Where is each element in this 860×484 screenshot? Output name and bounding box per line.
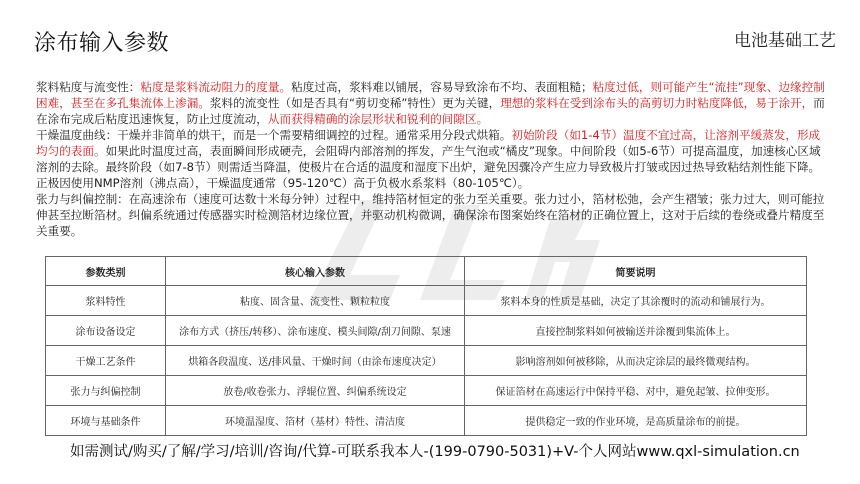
paragraph-drying (36, 127, 826, 191)
table-cell: 浆料本身的性质是基础，决定了其涂覆时的流动和铺展行为。 (465, 286, 807, 316)
slide-title: 涂布输入参数 (34, 31, 170, 56)
table-cell: 粘度、固含量、流变性、颗粒粒度 (166, 286, 465, 316)
table-cell: 涂布方式（挤压/转移）、涂布速度、模头间隙/刮刀间隙、泵速 (166, 316, 465, 346)
text-segment-highlight: 粘度是浆料流动阻力的度量。 (140, 80, 292, 94)
table-cell: 浆料特性 (46, 286, 166, 316)
table-cell: 保证箔材在高速运行中保持平稳、对中，避免起皱、拉伸变形。 (465, 376, 807, 406)
table-header-cell: 核心输入参数 (166, 257, 465, 286)
text-segment: 张力与纠偏控制：在高速涂布（速度可达数十米每分钟）过程中，维持箔材恒定的张力至关重要。张力过小，箔材松弛，会产生褶皱；张力过大，则可能拉伸甚至拉断箔材。纠偏系统通过传感器实时检测箔材边缘位置，并驱动机构微调，确保涂布图案始终在箔材的正确位置上，这对于后续的卷绕或叠片精度至关重要。 (36, 192, 825, 238)
paragraph-slurry (36, 79, 826, 127)
corner-label: 电池基础工艺 (734, 31, 836, 51)
table-cell: 环境温湿度、箔材（基材）特性、清洁度 (166, 406, 465, 436)
table-row (46, 376, 807, 406)
table-cell: 放卷/收卷张力、浮辊位置、纠偏系统设定 (166, 376, 465, 406)
table-row (46, 406, 807, 436)
table-cell: 直接控制浆料如何被输送并涂覆到集流体上。 (465, 316, 807, 346)
table-cell: 张力与纠偏控制 (46, 376, 166, 406)
table-cell: 提供稳定一致的作业环境，是高质量涂布的前提。 (465, 406, 807, 436)
text-segment-highlight: 理想的浆料在受到涂布头的高剪切力时粘度降低，易于涂开， (500, 96, 814, 110)
text-segment: 如果此时温度过高，表面瞬间形成硬壳，会阻碍内部溶剂的挥发，产生气泡或“橘皮”现象。中间阶段（如5-6节）可提高温度，加速核心区域溶剂的去除。最终阶段（如7-8节）则需适当降温，使极片在合适的温度和湿度下出炉，避免因骤冷产生应力导致极片打皱或因过热导致粘结剂性能下降。正极因使用NMP溶剂（沸点高），干燥温度通常（95-120℃）高于负极水系浆料（80-105℃）。 (36, 144, 821, 190)
text-segment: 干燥温度曲线：干燥并非简单的烘干，而是一个需要精细调控的过程。通常采用分段式烘箱。 (36, 128, 512, 142)
table-row (46, 286, 807, 316)
table-cell: 烘箱各段温度、送/排风量、干燥时间（由涂布速度决定） (166, 346, 465, 376)
table-header-cell: 简要说明 (465, 257, 807, 286)
table-cell: 涂布设备设定 (46, 316, 166, 346)
text-segment: 而在涂布完成后粘度迅速恢复，防止过度流动， (36, 96, 825, 126)
table-row (46, 316, 807, 346)
table-cell: 环境与基础条件 (46, 406, 166, 436)
table-cell: 影响溶剂如何被移除，从而决定涂层的最终微观结构。 (465, 346, 807, 376)
text-segment-highlight: 从而获得精确的涂层形状和锐利的间隙区。 (267, 112, 489, 126)
table-header-cell: 参数类别 (46, 257, 166, 286)
table-cell: 干燥工艺条件 (46, 346, 166, 376)
text-segment-highlight: 粘度过低，则可能产生“流挂”现象、边缘控制困难，甚至在多孔集流体上渗漏。 (36, 80, 825, 110)
table-row (46, 346, 807, 376)
text-segment-highlight: 初始阶段（如1-4节）温度不宜过高，让溶剂平缓蒸发，形成均匀的表面。 (36, 128, 821, 158)
body-text (36, 79, 826, 239)
text-segment: 粘度过高，浆料难以铺展，容易导致涂布不均、表面粗糙； (291, 80, 593, 94)
text-segment: 浆料粘度与流变性： (36, 80, 141, 94)
parameter-table (45, 256, 807, 436)
table-header-row (46, 257, 807, 286)
paragraph-tension (36, 191, 826, 239)
contact-footer: 如需测试/购买/了解/学习/培训/咨询/代算-可联系我本人-(199-0790-5031)+V-个人网站www.qxl-simulation.cn (70, 444, 800, 460)
text-segment: 浆料的流变性（如是否具有“剪切变稀”特性）更为关键， (209, 96, 501, 110)
